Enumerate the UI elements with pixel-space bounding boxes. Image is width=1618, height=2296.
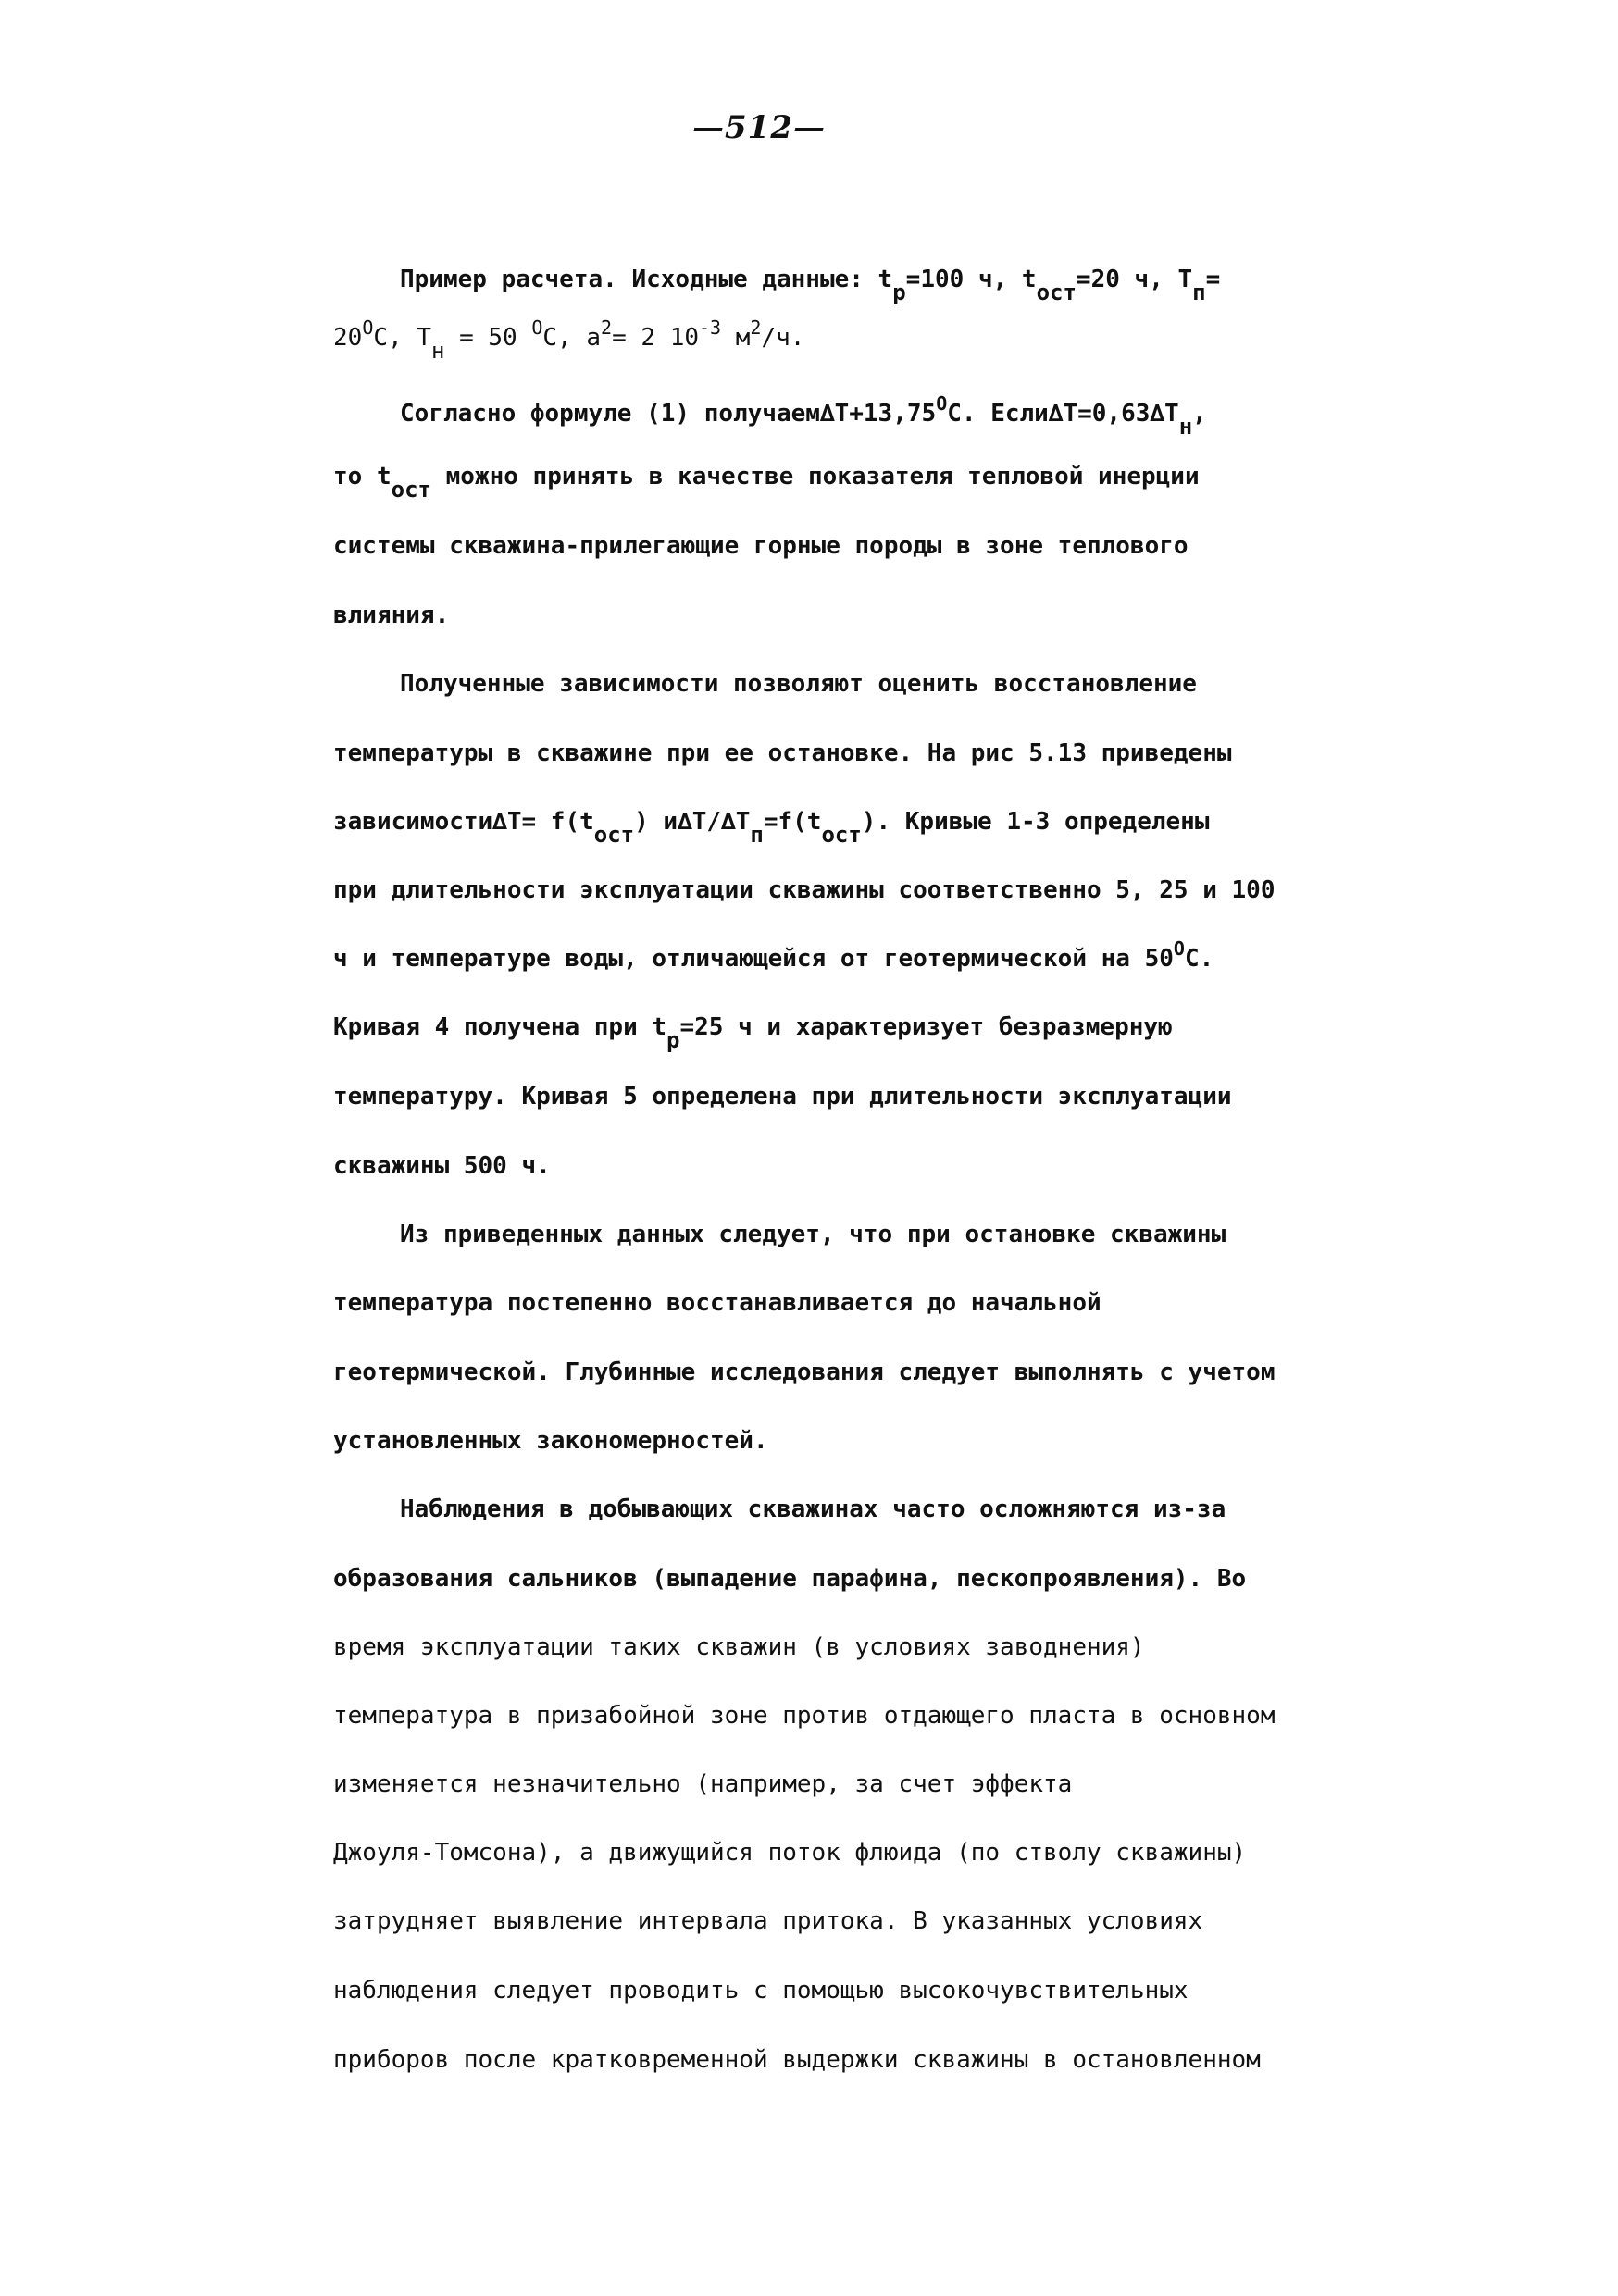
paragraph-3-line-1 (400, 668, 1197, 700)
paragraph-5-line-6 (333, 1837, 1246, 1868)
text-run: можно принять в качестве показателя тепловой инерции (430, 463, 1200, 490)
text-run: системы скважина-прилегающие горные породы в зоне теплового (333, 532, 1189, 560)
text-run: температура в призабойной зоне против отдающего пласта в основном (333, 1702, 1276, 1730)
paragraph-5-line-7 (333, 1905, 1202, 1937)
paragraph-3-line-4 (333, 875, 1275, 906)
paragraph-5-line-8 (333, 1975, 1189, 2006)
paragraph-5-line-3 (333, 1632, 1145, 1663)
subscript: ост (821, 822, 862, 848)
text-run: Пример расчета. Исходные данные: t (400, 266, 893, 293)
text-run: Джоуля-Томсона), а движущийся поток флюида (по стволу скважины) (333, 1839, 1247, 1867)
text-run: Кривая 4 получена при t (333, 1013, 667, 1041)
superscript: O (936, 392, 948, 415)
text-run: при длительности эксплуатации скважины соответственно 5, 25 и 100 (333, 876, 1276, 904)
superscript: -3 (699, 316, 722, 339)
text-run: скважины 500 ч. (333, 1152, 551, 1180)
subscript: ост (593, 822, 635, 848)
text-run: C. (1184, 945, 1214, 973)
paragraph-2-line-1 (400, 392, 1207, 440)
paragraph-3-line-3 (333, 806, 1210, 848)
text-run: влияния. (333, 602, 450, 629)
text-run: зависимости∆T= f(t (333, 808, 594, 836)
text-run: 20 (333, 324, 363, 352)
paragraph-5-line-1 (400, 1494, 1226, 1525)
paragraph-3-line-2 (333, 738, 1232, 769)
text-run: изменяется незначительно (например, за счет эффекта (333, 1770, 1073, 1798)
text-run: /ч. (761, 324, 805, 352)
paragraph-2-line-2 (333, 461, 1200, 503)
text-run: C, a (542, 324, 602, 352)
superscript: O (362, 316, 374, 339)
superscript: O (531, 316, 543, 339)
paragraph-5-line-9 (333, 2044, 1261, 2076)
superscript: 2 (601, 316, 613, 339)
paragraph-1-line-1 (400, 264, 1221, 305)
text-run: наблюдения следует проводить с помощью высокочувствительных (333, 1977, 1189, 2004)
text-run: установленных закономерностей. (333, 1427, 768, 1455)
text-run: = (1205, 266, 1221, 293)
text-run: =25 ч и характеризует безразмерную (679, 1013, 1173, 1041)
subscript: ост (1036, 279, 1077, 305)
paragraph-2-line-4 (333, 600, 449, 631)
superscript: O (1173, 937, 1185, 960)
text-run: затрудняет выявление интервала притока. В указанных условиях (333, 1907, 1203, 1935)
text-run: геотермической. Глубинные исследования следует выполнять с учетом (333, 1359, 1276, 1386)
text-run: Согласно формуле (1) получаем∆T+13,75 (400, 400, 937, 428)
paragraph-4-line-3 (333, 1357, 1275, 1388)
text-run: ). Кривые 1-3 определены (861, 808, 1210, 836)
text-run: то t (333, 463, 392, 490)
subscript: ост (391, 477, 431, 503)
page-number: —512— (692, 109, 826, 146)
subscript: р (892, 279, 906, 305)
paragraph-4-line-1 (400, 1219, 1226, 1250)
paragraph-5-line-5 (333, 1769, 1072, 1800)
subscript: н (430, 338, 445, 364)
text-run: = 50 (444, 324, 532, 352)
text-run: ) и∆T/∆T (634, 808, 751, 836)
text-run: =100 ч, t (905, 266, 1037, 293)
text-run: , (1192, 400, 1207, 428)
subscript: п (750, 822, 764, 848)
paragraph-3-line-5 (333, 937, 1214, 974)
paragraph-3-line-8 (333, 1150, 551, 1182)
text-run: температура постепенно восстанавливается до начальной (333, 1289, 1101, 1317)
text-run: Из приведенных данных следует, что при остановке скважины (400, 1221, 1226, 1248)
text-run: приборов после кратковременной выдержки скважины в остановленном (333, 2046, 1261, 2074)
paragraph-4-line-4 (333, 1425, 768, 1457)
text-run: Наблюдения в добывающих скважинах часто осложняются из-за (400, 1496, 1226, 1523)
paragraph-2-line-3 (333, 530, 1189, 562)
subscript: р (666, 1027, 680, 1053)
paragraph-1-line-2 (333, 316, 805, 364)
text-run: температуры в скважине при ее остановке. На рис 5.13 приведены (333, 739, 1232, 767)
paragraph-3-line-7 (333, 1081, 1232, 1112)
text-run: ч и температуре воды, отличающейся от геотермической на 50 (333, 945, 1174, 973)
subscript: н (1178, 414, 1193, 440)
text-run: =f(t (763, 808, 822, 836)
text-run: =20 ч, T (1076, 266, 1193, 293)
paragraph-5-line-2 (333, 1563, 1246, 1595)
paragraph-4-line-2 (333, 1287, 1101, 1319)
text-run: температуру. Кривая 5 определена при длительности эксплуатации (333, 1083, 1232, 1111)
text-run: = 2 10 (612, 324, 699, 352)
superscript: 2 (750, 316, 762, 339)
paragraph-3-line-6 (333, 1011, 1173, 1053)
paragraph-5-line-4 (333, 1700, 1275, 1731)
text-run: образования сальников (выпадение парафина, пескопроявления). Во (333, 1565, 1247, 1593)
subscript: п (1192, 279, 1206, 305)
text-run: время эксплуатации таких скважин (в условиях заводнения) (333, 1633, 1145, 1661)
text-run: C, T (373, 324, 431, 352)
text-run: C. Если∆T=0,63∆T (947, 400, 1179, 428)
text-run: м (721, 324, 751, 352)
text-run: Полученные зависимости позволяют оценить восстановление (400, 670, 1197, 698)
